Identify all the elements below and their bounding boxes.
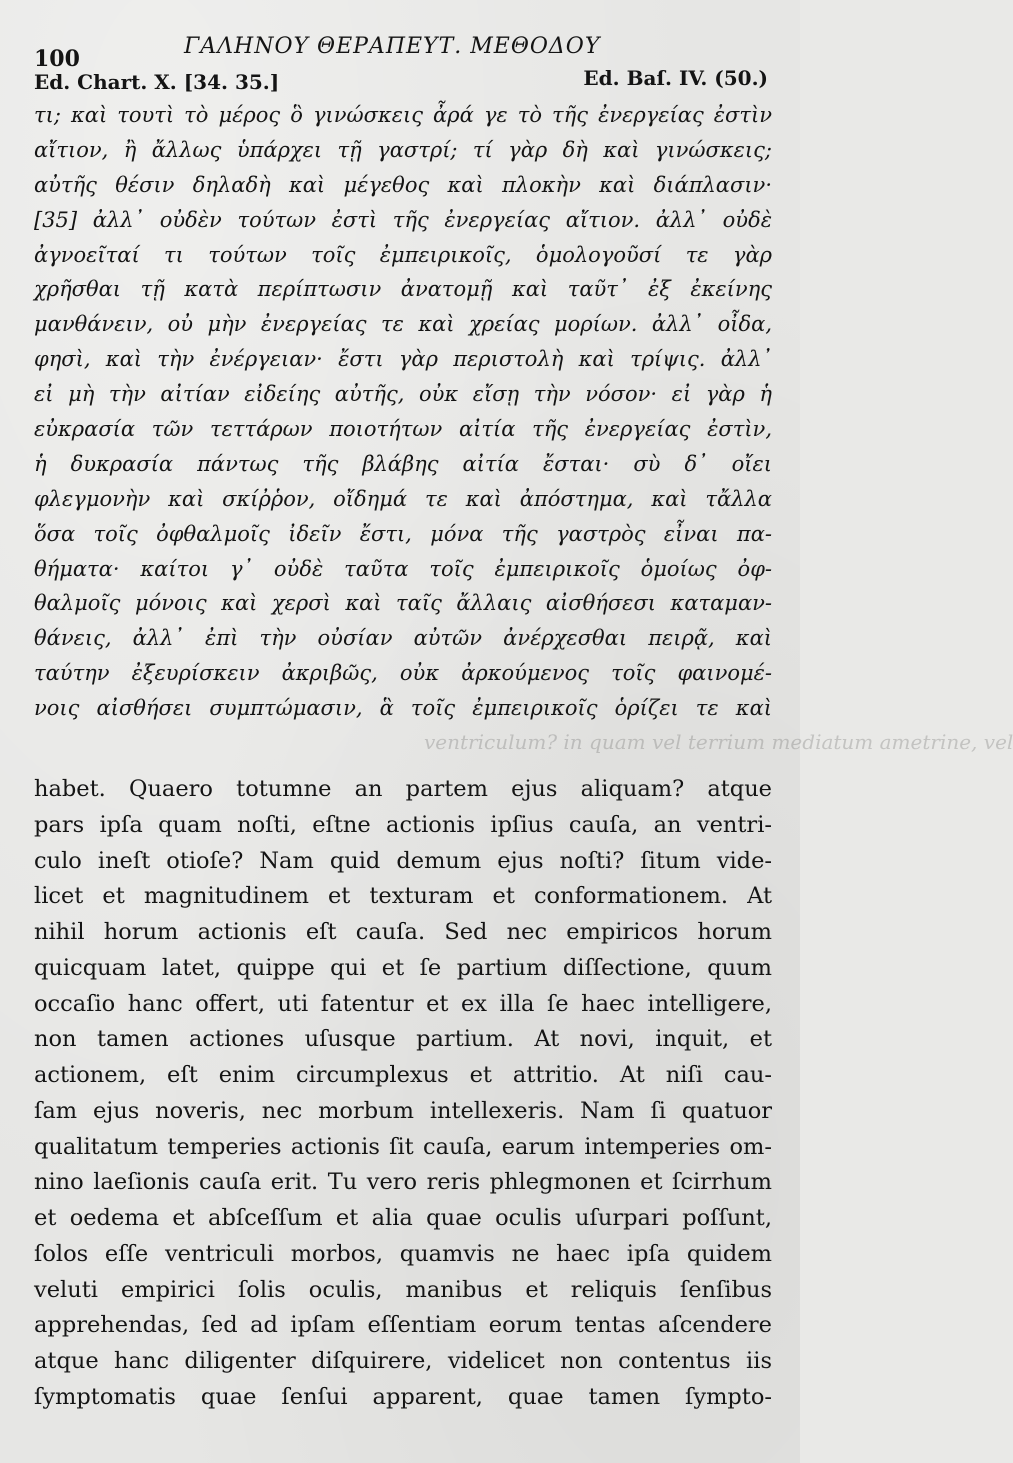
text-line: ἀγνοεῖταί τι τούτων τοῖς ἐμπειρικοῖς, ὁμολογοῦσί τε γὰρ: [34, 242, 772, 267]
text-line: θαλμοῖς μόνοις καὶ χερσὶ καὶ ταῖς ἄλλαις αἰσθήσεσι καταμαν-: [34, 591, 772, 616]
page-number: 100: [34, 46, 80, 72]
text-line: τι; καὶ τουτὶ τὸ μέρος ὃ γινώσκεις ἆρά γε τὸ τῆς ἐνεργείας ἐστὶν: [34, 103, 772, 127]
text-line: φλεγμονὴν καὶ σκίῤῥον, οἴδημά τε καὶ ἀπόστημα, καὶ τἄλλα: [34, 486, 772, 511]
running-title: ΓΑΛΗΝΟΥ ΘΕΡΑΠΕΥΤ. ΜΕΘΟΔΟΥ: [184, 34, 601, 59]
text-line: θάνεις, ἀλλ᾽ ἐπὶ τὴν οὐσίαν αὐτῶν ἀνέρχεσθαι πειρᾷ, καὶ: [34, 626, 772, 651]
text-line: χρῆσθαι τῇ κατὰ περίπτωσιν ἀνατομῇ καὶ ταῦτ᾽ ἐξ ἐκείνης: [34, 277, 772, 302]
text-line: veluti empirici ſolis oculis, manibus et reliquis ſenſibus: [34, 1276, 772, 1303]
text-line: αἴτιον, ἢ ἄλλως ὑπάρχει τῇ γαστρί; τί γὰρ δὴ καὶ γινώσκεις;: [34, 137, 772, 162]
text-line: [35] ἀλλ᾽ οὐδὲν τούτων ἐστὶ τῆς ἐνεργείας αἴτιον. ἀλλ᾽ οὐδὲ: [34, 207, 772, 232]
text-line: occaſio hanc offert, uti fatentur et ex illa ſe haec intelligere,: [34, 990, 772, 1017]
page-header: [34, 26, 772, 72]
latin-text-block: [34, 772, 772, 1416]
text-line: habet. Quaero totumne an partem ejus aliquam? atque: [34, 776, 772, 803]
text-line: licet et magnitudinem et texturam et conformationem. At: [34, 883, 772, 910]
text-line: εἰ μὴ τὴν αἰτίαν εἰδείης αὐτῆς, οὐκ εἴσῃ τὴν νόσον· εἰ γὰρ ἡ: [34, 382, 772, 407]
text-line: non tamen actiones uſusque partium. At novi, inquit, et: [34, 1026, 772, 1053]
text-line: nino laeſionis cauſa erit. Tu vero reris phlegmonen et ſcirrhum: [34, 1169, 772, 1196]
text-line: ſymptomatis quae ſenſui apparent, quae tamen ſympto-: [34, 1383, 772, 1410]
text-line: θήματα· καίτοι γ᾽ οὐδὲ ταῦτα τοῖς ἐμπειρικοῖς ὁμοίως ὀφ-: [34, 556, 772, 581]
text-line: ταύτην ἐξευρίσκειν ἀκριβῶς, οὐκ ἀρκούμενος τοῖς φαινομέ-: [34, 661, 772, 686]
text-line: μανθάνειν, οὐ μὴν ἐνεργείας τε καὶ χρείας μορίων. ἀλλ᾽ οἶδα,: [34, 312, 772, 337]
edition-references: [34, 66, 772, 96]
text-line: ἡ δυκρασία πάντως τῆς βλάβης αἰτία ἔσται· σὺ δ᾽ οἴει: [34, 451, 772, 476]
text-line: ſam ejus noveris, nec morbum intellexeris. Nam ſi quatuor: [34, 1097, 772, 1124]
text-line: ὅσα τοῖς ὀφθαλμοῖς ἰδεῖν ἔστι, μόνα τῆς γαστρὸς εἶναι πα-: [34, 521, 772, 546]
text-line: quicquam latet, quippe qui et ſe partium diſſectione, quum: [34, 954, 772, 981]
text-line: nihil horum actionis eſt cauſa. Sed nec empiricos horum: [34, 919, 772, 946]
text-line: actionem, eſt enim circumplexus et attritio. At niſi cau-: [34, 1062, 772, 1089]
text-line: culo ineſt otioſe? Nam quid demum ejus noſti? ſitum vide-: [34, 847, 772, 874]
text-line: νοις αἰσθήσει συμπτώμασιν, ἃ τοῖς ἐμπειρικοῖς ὁρίζει τε καὶ: [34, 696, 772, 721]
greek-text-block: [34, 98, 772, 726]
text-line: αὐτῆς θέσιν δηλαδὴ καὶ μέγεθος καὶ πλοκὴν καὶ διάπλασιν·: [34, 172, 772, 197]
text-line: et oedema et abſceſſum et alia quae oculis uſurpari poſſunt,: [34, 1205, 772, 1232]
text-line: εὐκρασία τῶν τεττάρων ποιοτήτων αἰτία τῆς ἐνεργείας ἐστὶν,: [34, 417, 772, 442]
bleed-through-text: [34, 726, 1013, 772]
text-line: pars ipſa quam noſti, eſtne actionis ipſius cauſa, an ventri-: [34, 811, 772, 838]
text-line: apprehendas, ſed ad ipſam eſſentiam eorum tentas aſcendere: [34, 1312, 772, 1339]
text-line: ſolos eſſe ventriculi morbos, quamvis ne haec ipſa quidem: [34, 1240, 772, 1267]
text-line: atque hanc diligenter diſquirere, videlicet non contentus iis: [34, 1348, 772, 1375]
bleed-through-line: ventriculum? in quam vel terrium mediatum ametrine, vel: [424, 730, 1013, 755]
edition-reference-right: Ed. Baſ. IV. (50.): [583, 66, 768, 90]
edition-reference-left: Ed. Chart. X. [34. 35.]: [34, 70, 280, 94]
text-line: qualitatum temperies actionis ſit cauſa, earum intemperies om-: [34, 1133, 772, 1160]
text-line: φησὶ, καὶ τὴν ἐνέργειαν· ἔστι γὰρ περιστολὴ καὶ τρίψις. ἀλλ᾽: [34, 347, 772, 372]
